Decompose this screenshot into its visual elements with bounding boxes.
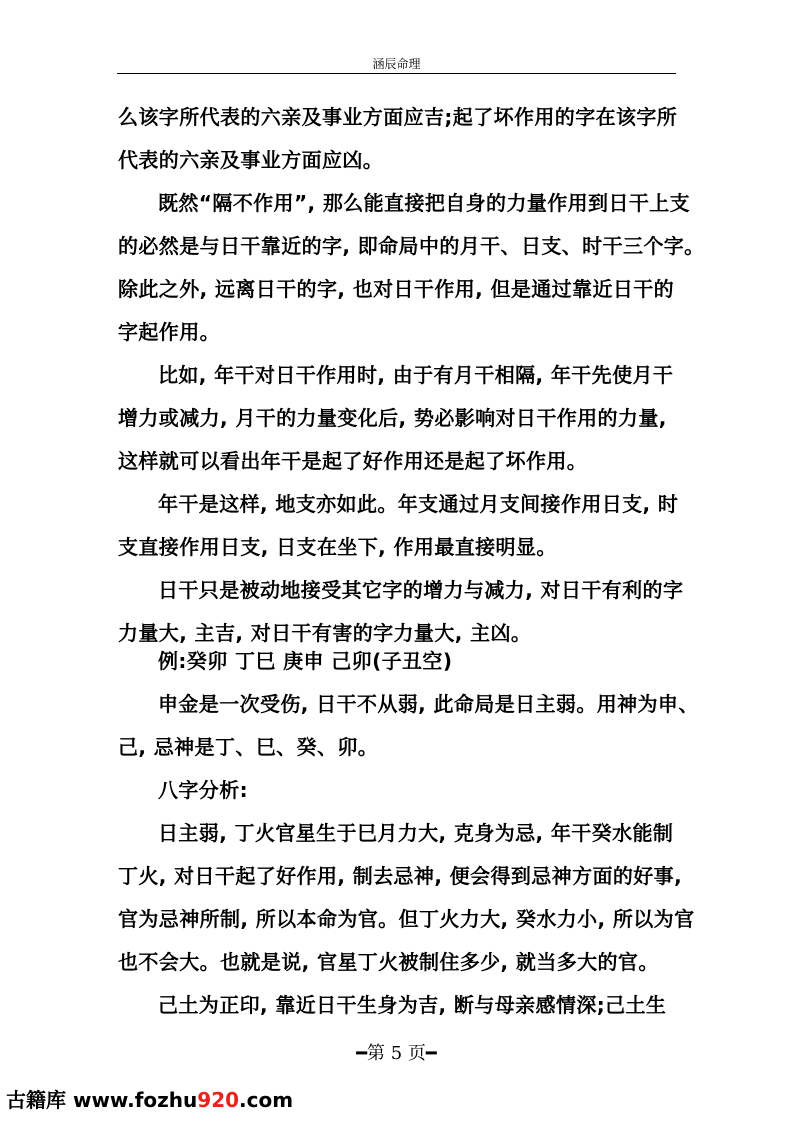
text-line: 己土为正印, 靠近日干生身为吉, 断与母亲感情深;己土生 [158,993,667,1017]
text-line: 官为忌神所制, 所以本命为官。但丁火力大, 癸水力小, 所以为官 [118,907,695,931]
text-line: 代表的六亲及事业方面应凶。 [118,148,384,172]
text-line: 这样就可以看出年干是起了好作用还是起了坏作用。 [118,449,588,473]
watermark-suffix: .com [239,1088,294,1112]
text-line: 支直接作用日支, 日支在坐下, 作用最直接明显。 [118,535,557,559]
text-line: 增力或减力, 月干的力量变化后, 势必影响对日干作用的力量, [118,406,667,430]
text-line: 力量大, 主吉, 对日干有害的字力量大, 主凶。 [118,621,532,645]
text-line: 除此之外, 远离日干的字, 也对日干作用, 但是通过靠近日干的 [118,277,675,301]
paragraph [118,812,695,984]
text-line: 日主弱, 丁火官星生于巳月力大, 克身为忌, 年干癸水能制 [158,821,674,845]
text-line: 字起作用。 [118,320,220,344]
text-line: 比如, 年干对日干作用时, 由于有月干相隔, 年干先使月干 [158,363,674,387]
paragraph [118,354,678,483]
paragraph [118,96,678,182]
paragraph [118,683,699,769]
page-number: ━第 5 页━ [356,1043,437,1064]
text-line: 么该字所代表的六亲及事业方面应吉;起了坏作用的字在该字所 [118,105,678,129]
watermark-prefix: 古籍库 www.fozhu [6,1088,198,1112]
paragraph [118,984,678,1027]
text-line: 申金是一次受伤, 日干不从弱, 此命局是日主弱。用神为申、 [158,692,699,716]
paragraph [118,640,678,683]
header-title: 涵辰命理 [372,57,421,71]
text-line: 八字分析: [158,778,248,802]
watermark-number: 920 [197,1088,240,1112]
text-line: 的必然是与日干靠近的字, 即命局中的月干、日支、时干三个字。 [118,234,705,258]
text-line: 例:癸卯 丁巳 庚申 己卯(子丑空) [158,649,453,673]
text-line: 丁火, 对日干起了好作用, 制去忌神, 便会得到忌神方面的好事, [118,864,683,888]
text-line: 己, 忌神是丁、巳、癸、卯。 [118,735,379,759]
paragraph [118,182,705,354]
site-watermark [6,1087,293,1113]
text-line: 年干是这样, 地支亦如此。年支通过月支间接作用日支, 时 [158,492,679,516]
text-line: 日干只是被动地接受其它字的增力与减力, 对日干有利的字 [158,578,684,602]
paragraph [118,769,678,812]
header-divider [117,73,676,74]
text-line: 既然“隔不作用”, 那么能直接把自身的力量作用到日干上支 [158,191,691,215]
paragraph [118,483,678,569]
text-line: 也不会大。也就是说, 官星丁火被制住多少, 就当多大的官。 [118,950,659,974]
